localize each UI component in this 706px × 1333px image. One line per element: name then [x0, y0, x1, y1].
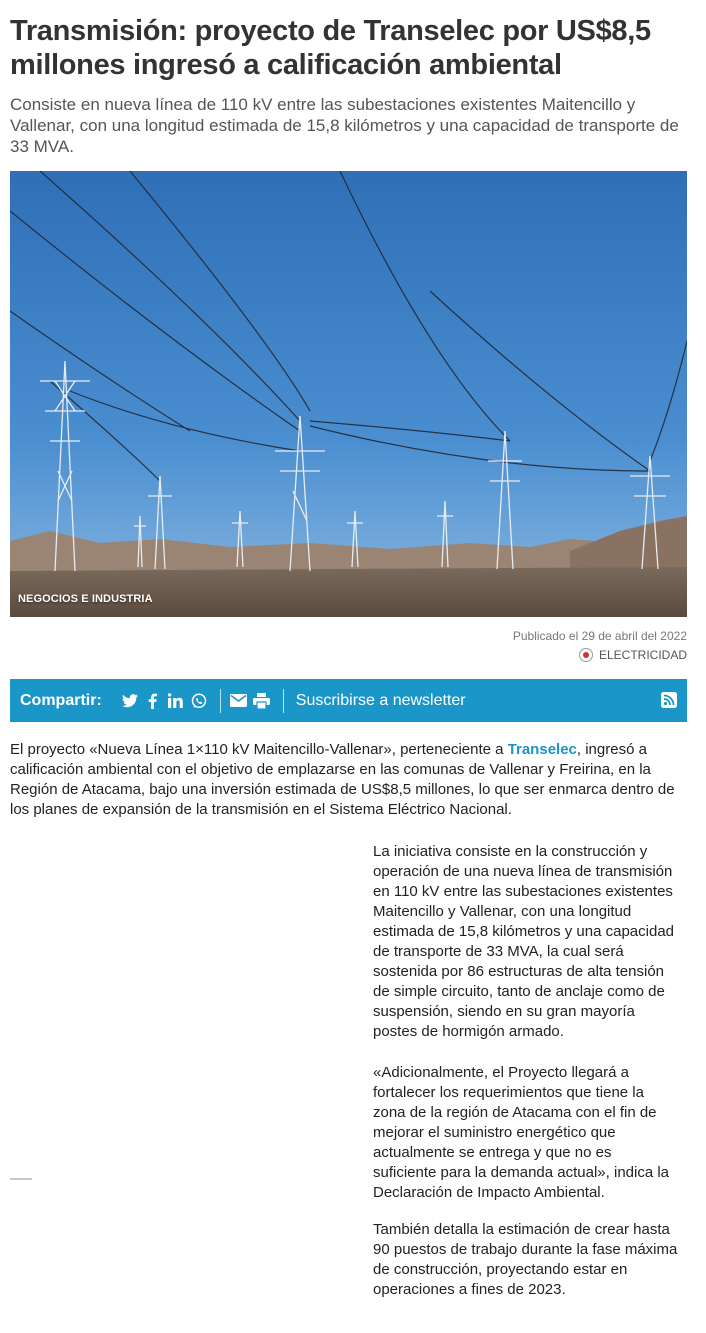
facebook-icon[interactable] — [143, 691, 163, 711]
hero-image[interactable] — [10, 171, 687, 617]
twitter-icon[interactable] — [120, 691, 140, 711]
transelec-link[interactable]: Transelec — [507, 741, 577, 758]
newsletter-link[interactable]: Suscribirse a newsletter — [295, 691, 466, 709]
share-label: Compartir: — [20, 691, 102, 709]
article-subtitle: Consiste en nueva línea de 110 kV entre las subestaciones existentes Maitencillo y Vallenar, con una longitud estimada de 15,8 kilómetros y una capacidad de transporte de 33 MVA. — [10, 95, 679, 156]
whatsapp-icon[interactable] — [189, 691, 209, 711]
category-link[interactable] — [579, 648, 687, 662]
target-dot-icon — [579, 648, 593, 662]
article-paragraph: «Adicionalmente, el Proyecto llegará a fortalecer los requerimientos que tiene la zona de la región de Atacama con el fin de mejorar el suministro energético que actualmente se entrega y que no es suficiente para la demanda actual», indica la Declaración de Impacto Ambiental. — [373, 1064, 670, 1201]
article-title: Transmisión: proyecto de Transelec por US$8,5 millones ingresó a calificación ambiental — [10, 15, 651, 81]
email-icon[interactable] — [229, 691, 249, 711]
article-paragraph: El proyecto «Nueva Línea 1×110 kV Maitencillo-Vallenar», perteneciente a Transelec, ingresó a calificación ambiental con el objetivo de emplazarse en las comunas de Vallenar y Freirina, en la Región de Atacama, bajo una inversión estimada de US$8,5 millones, lo que ser enmarca dentro de los planes de expansión de la transmisión en el Sistema Eléctrico Nacional. — [10, 741, 675, 818]
ad-placeholder-mark — [10, 1178, 32, 1180]
rss-icon[interactable] — [661, 692, 677, 713]
divider — [220, 689, 221, 713]
category-label[interactable]: ELECTRICIDAD — [598, 648, 687, 662]
print-icon[interactable] — [252, 691, 272, 711]
article-paragraph: También detalla la estimación de crear hasta 90 puestos de trabajo durante la fase máxima de construcción, proyectando estar en operaciones a fines de 2023. — [373, 1221, 678, 1298]
image-category-tag[interactable]: NEGOCIOS E INDUSTRIA — [18, 593, 153, 605]
divider — [283, 689, 284, 713]
article-paragraph: La iniciativa consiste en la construcción y operación de una nueva línea de transmisión en 110 kV entre las subestaciones existentes Maitencillo y Vallenar, con una longitud estimada de 15,8 kilómetros y una capacidad de transporte de 33 MVA, la cual será sostenida por 86 estructuras de alta tensión de simple circuito, tanto de anclaje como de suspensión, siendo en su gran mayoría postes de hormigón armado. — [373, 843, 675, 1040]
share-bar — [10, 679, 687, 722]
transmission-towers-photo — [10, 171, 687, 617]
published-date: Publicado el 29 de abril del 2022 — [512, 629, 687, 643]
linkedin-icon[interactable] — [166, 691, 186, 711]
